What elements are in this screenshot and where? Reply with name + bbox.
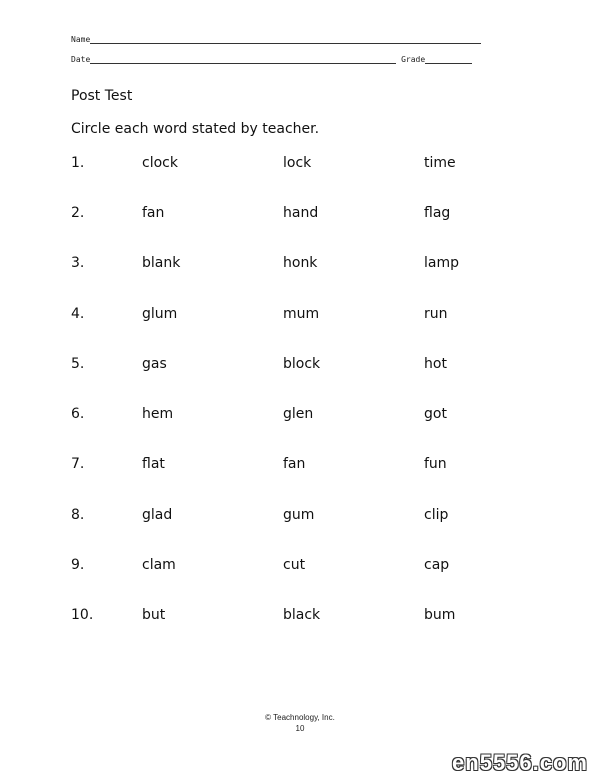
word-option[interactable]: lock	[283, 155, 312, 171]
word-option[interactable]: fan	[142, 205, 165, 221]
grade-blank[interactable]	[425, 54, 472, 64]
item-number: 4.	[71, 306, 85, 322]
test-item	[0, 356, 600, 376]
test-item	[0, 607, 600, 627]
word-option[interactable]: glad	[142, 507, 173, 523]
word-option[interactable]: fan	[283, 456, 306, 472]
date-label: Date	[71, 55, 91, 64]
word-option[interactable]: run	[424, 306, 448, 322]
test-item	[0, 406, 600, 426]
test-item	[0, 205, 600, 225]
word-option[interactable]: gum	[283, 507, 315, 523]
name-label: Name	[71, 35, 91, 44]
word-option[interactable]: fun	[424, 456, 447, 472]
item-number: 1.	[71, 155, 85, 171]
word-option[interactable]: glen	[283, 406, 314, 422]
instructions: Circle each word stated by teacher.	[71, 121, 320, 137]
word-option[interactable]: gas	[142, 356, 167, 372]
word-option[interactable]: cap	[424, 557, 450, 573]
item-number: 9.	[71, 557, 85, 573]
word-option[interactable]: but	[142, 607, 166, 623]
word-option[interactable]: blank	[142, 255, 181, 271]
date-blank[interactable]	[90, 54, 396, 64]
test-item	[0, 456, 600, 476]
word-option[interactable]: clam	[142, 557, 176, 573]
test-item	[0, 557, 600, 577]
name-line	[71, 34, 481, 44]
name-blank[interactable]	[90, 34, 481, 44]
item-number: 2.	[71, 205, 85, 221]
item-number: 8.	[71, 507, 85, 523]
word-option[interactable]: got	[424, 406, 447, 422]
item-number: 7.	[71, 456, 85, 472]
page-number: 10	[295, 724, 305, 733]
item-number: 6.	[71, 406, 85, 422]
word-option[interactable]: flat	[142, 456, 165, 472]
page-title: Post Test	[71, 88, 133, 104]
word-option[interactable]: clock	[142, 155, 178, 171]
word-option[interactable]: lamp	[424, 255, 459, 271]
word-option[interactable]: cut	[283, 557, 306, 573]
word-option[interactable]: time	[424, 155, 456, 171]
word-option[interactable]: clip	[424, 507, 449, 523]
item-number: 5.	[71, 356, 85, 372]
copyright-notice: © Teachnology, Inc.	[265, 713, 335, 722]
word-option[interactable]: flag	[424, 205, 451, 221]
word-option[interactable]: block	[283, 356, 321, 372]
item-number: 10.	[71, 607, 94, 623]
test-item	[0, 306, 600, 326]
word-option[interactable]: honk	[283, 255, 318, 271]
grade-label: Grade	[401, 55, 426, 64]
item-number: 3.	[71, 255, 85, 271]
word-option[interactable]: hem	[142, 406, 174, 422]
test-item	[0, 255, 600, 275]
word-option[interactable]: hot	[424, 356, 447, 372]
word-option[interactable]: bum	[424, 607, 456, 623]
word-option[interactable]: mum	[283, 306, 320, 322]
test-item	[0, 155, 600, 175]
watermark-logo: en5556.com	[452, 750, 588, 775]
word-option[interactable]: black	[283, 607, 321, 623]
test-item	[0, 507, 600, 527]
word-option[interactable]: hand	[283, 205, 319, 221]
word-option[interactable]: glum	[142, 306, 178, 322]
date-grade-line	[71, 54, 472, 64]
